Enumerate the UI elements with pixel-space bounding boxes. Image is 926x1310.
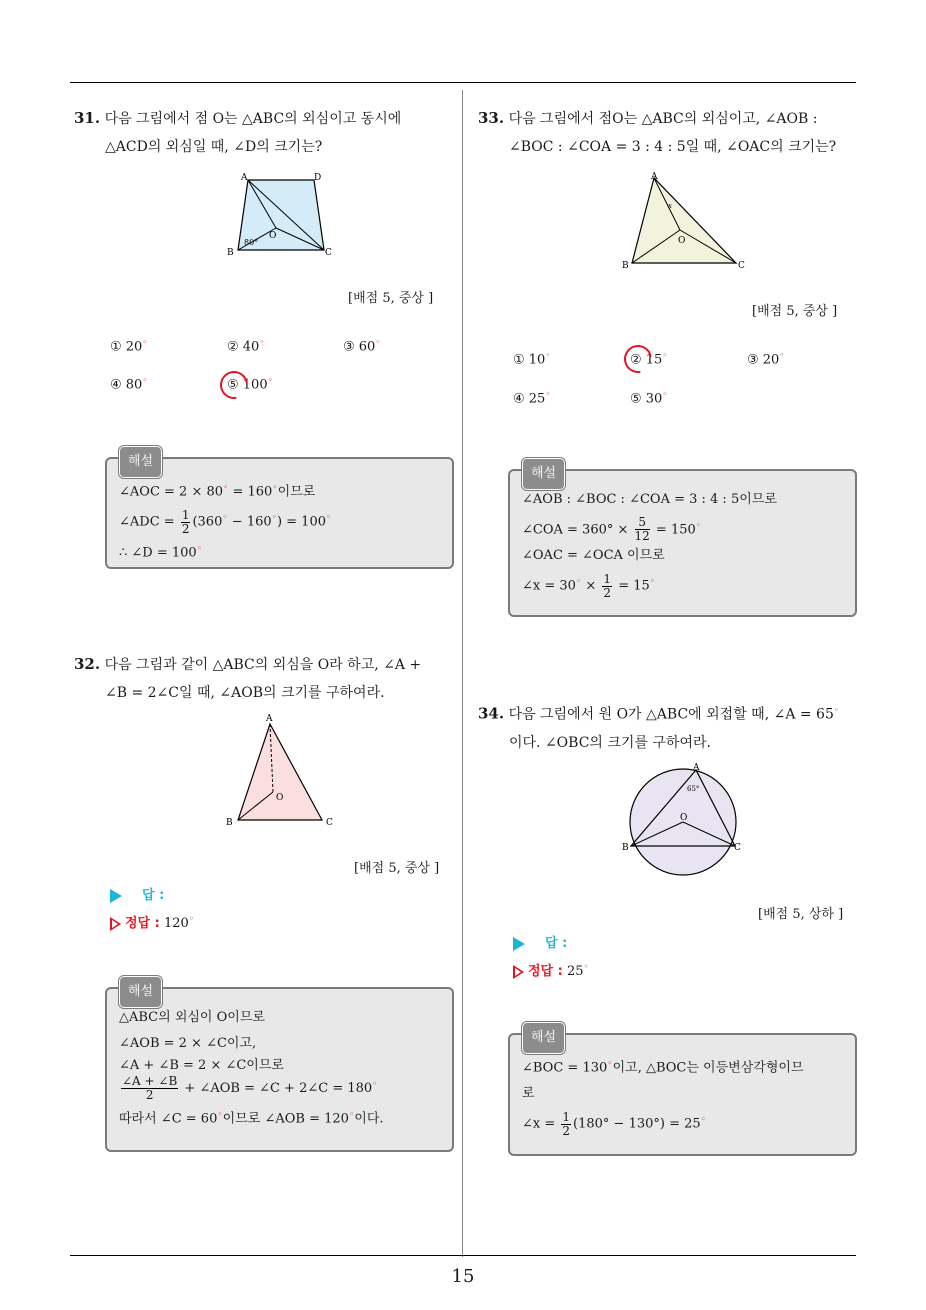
correct-answer-34: 정답 : 25◦ bbox=[513, 960, 589, 979]
score-34: [배점 5, 상하 ] bbox=[758, 907, 844, 922]
question-text-line1: 다음 그림에서 점O는 △ABC의 외심이고, ∠AOB : bbox=[508, 111, 818, 127]
question-34: 34. 다음 그림에서 원 O가 △ABC에 외접할 때, ∠A = 65◦ 이다. ∠OBC의 크기를 구하여라. bbox=[478, 697, 862, 757]
solution-box-33 bbox=[508, 466, 857, 617]
question-text-line2: ∠B = 2∠C일 때, ∠AOB의 크기를 구하여라. bbox=[105, 685, 385, 701]
outline-play-icon bbox=[513, 965, 524, 979]
question-number: 31. bbox=[74, 109, 101, 127]
top-rule bbox=[70, 82, 856, 83]
solution-box-31 bbox=[105, 454, 454, 569]
angle-label: 65° bbox=[687, 785, 700, 793]
label-C: C bbox=[326, 818, 333, 827]
label-B: B bbox=[226, 818, 233, 827]
choice-4[interactable]: ④ 25◦ bbox=[513, 390, 551, 407]
choice-2[interactable]: ② 40◦ bbox=[227, 338, 265, 355]
solution-line: ∠AOB = 2 × ∠C이고, bbox=[119, 1036, 257, 1051]
triangle-shape bbox=[238, 724, 322, 820]
figure-31-trapezoid bbox=[222, 168, 342, 263]
label-O: O bbox=[276, 793, 284, 803]
solution-line: ∠A + ∠B = 2 × ∠C이므로 bbox=[119, 1058, 284, 1073]
label-D: D bbox=[314, 173, 322, 183]
label-B: B bbox=[622, 261, 629, 270]
solution-line: ∠x = $\frac{1}{2}$ (180° − 130°) = 25◦ bbox=[522, 1109, 706, 1138]
label-B: B bbox=[622, 843, 629, 853]
label-A: A bbox=[693, 763, 700, 773]
question-number: 34. bbox=[478, 704, 505, 723]
solution-tab: 해설 bbox=[119, 446, 162, 478]
solution-line: 따라서 ∠C = 60◦이므로 ∠AOB = 120◦이다. bbox=[119, 1110, 384, 1127]
figure-33-triangle bbox=[616, 170, 751, 270]
play-icon bbox=[110, 889, 122, 903]
angle-label: 80° bbox=[244, 238, 259, 247]
solution-line: ∠x = 30◦ × $\frac{1}{2}$ = 15◦ bbox=[522, 571, 656, 600]
solution-line: ∠ADC = $\frac{1}{2}$ (360◦ − 160◦) = 100◦ bbox=[119, 507, 332, 536]
correct-answer-32: 정답 : 120◦ bbox=[110, 912, 194, 931]
question-text-line2: 이다. ∠OBC의 크기를 구하여라. bbox=[509, 734, 711, 751]
label-O: O bbox=[680, 813, 688, 823]
solution-line: ∠BOC = 130◦이고, △BOC는 이등변삼각형이므 bbox=[522, 1059, 804, 1076]
choice-1[interactable]: ① 10◦ bbox=[513, 351, 551, 368]
solution-box-32 bbox=[105, 984, 454, 1152]
label-O: O bbox=[269, 231, 277, 241]
label-A: A bbox=[651, 172, 658, 182]
solution-line: $\frac{\angle A + \angle B}{2}$ + ∠AOB = ∠C + 2∠C = 180◦ bbox=[122, 1074, 378, 1102]
answer-line-34: 답 : bbox=[513, 932, 567, 951]
choice-1[interactable]: ① 20◦ bbox=[110, 338, 148, 355]
choice-4[interactable]: ④ 80◦ bbox=[110, 376, 148, 393]
question-text-line1: 다음 그림에서 원 O가 △ABC에 외접할 때, ∠A = 65 bbox=[508, 706, 834, 723]
question-31 bbox=[74, 104, 458, 161]
question-text-line2: ∠BOC : ∠COA = 3 : 4 : 5일 때, ∠OAC의 크기는? bbox=[509, 139, 837, 155]
question-text-line2: △ACD의 외심일 때, ∠D의 크기는? bbox=[105, 139, 323, 155]
label-x: x bbox=[668, 202, 672, 210]
choice-3[interactable]: ③ 20◦ bbox=[747, 351, 785, 368]
question-33 bbox=[478, 104, 862, 161]
solution-line: ∠OAC = ∠OCA 이므로 bbox=[522, 548, 665, 564]
solution-tab: 해설 bbox=[522, 458, 565, 490]
figure-32-triangle bbox=[222, 712, 342, 827]
solution-line: 로 bbox=[522, 1086, 535, 1102]
solution-tab: 해설 bbox=[522, 1022, 565, 1054]
question-32 bbox=[74, 650, 458, 707]
question-text-line1: 다음 그림과 같이 △ABC의 외심을 O라 하고, ∠A + bbox=[104, 657, 422, 673]
choice-5[interactable]: ⑤ 30◦ bbox=[630, 390, 668, 407]
choice-5[interactable]: ⑤ 100◦ bbox=[227, 376, 273, 393]
solution-tab: 해설 bbox=[119, 976, 162, 1008]
question-text-line1: 다음 그림에서 점 O는 △ABC의 외심이고 동시에 bbox=[104, 111, 402, 127]
label-O: O bbox=[678, 236, 686, 246]
label-C: C bbox=[325, 248, 332, 258]
label-C: C bbox=[738, 261, 745, 270]
solution-line: ∠AOB : ∠BOC : ∠COA = 3 : 4 : 5이므로 bbox=[522, 492, 777, 507]
choice-3[interactable]: ③ 60◦ bbox=[343, 338, 381, 355]
triangle-shape bbox=[632, 178, 736, 263]
score-32: [배점 5, 중상 ] bbox=[354, 861, 440, 876]
question-number: 33. bbox=[478, 109, 505, 127]
solution-line: ∠AOC = 2 × 80◦ = 160◦이므로 bbox=[119, 483, 316, 500]
label-A: A bbox=[266, 714, 273, 724]
solution-line: △ABC의 외심이 O이므로 bbox=[119, 1010, 265, 1025]
selected-answer-mark bbox=[619, 340, 658, 379]
solution-line: ∴ ∠D = 100◦ bbox=[119, 543, 203, 560]
choice-2[interactable]: ② 15◦ bbox=[630, 351, 668, 368]
bottom-rule bbox=[70, 1255, 856, 1256]
outline-play-icon bbox=[110, 917, 121, 931]
play-icon bbox=[513, 937, 525, 951]
selected-answer-mark bbox=[215, 366, 254, 405]
label-B: B bbox=[227, 248, 234, 258]
figure-34-circle bbox=[622, 760, 747, 880]
label-A: A bbox=[241, 173, 248, 183]
solution-box-34 bbox=[508, 1030, 857, 1156]
score-31: [배점 5, 중상 ] bbox=[348, 291, 434, 306]
answer-line-32: 답 : bbox=[110, 884, 164, 903]
column-divider bbox=[462, 90, 463, 1257]
question-number: 32. bbox=[74, 655, 101, 673]
page-number: 15 bbox=[451, 1266, 475, 1287]
score-33: [배점 5, 중상 ] bbox=[752, 304, 838, 319]
solution-line: ∠COA = 360° × $\frac{5}{12}$ = 150◦ bbox=[522, 515, 702, 544]
label-C: C bbox=[734, 843, 741, 853]
